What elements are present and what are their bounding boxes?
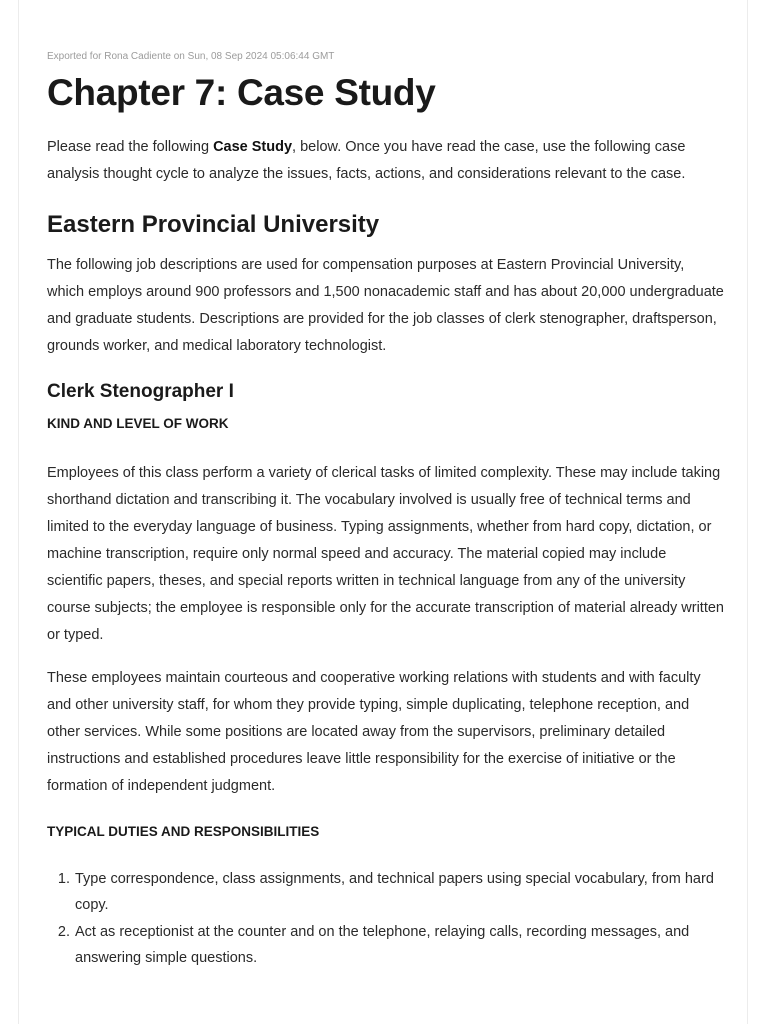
kind-and-level-heading: KIND AND LEVEL OF WORK (47, 416, 229, 431)
job-title: Clerk Stenographer I (47, 381, 234, 402)
page-right-border (747, 0, 748, 1024)
section-paragraph: The following job descriptions are used for compensation purposes at Eastern Provincial University, which employs around 900 professors and 1,500 nonacademic staff and has about 20,000 undergraduate and graduate students. Descriptions are provided for the job classes of clerk stenographer, draftsperson, grounds worker, and medical laboratory technologist. (47, 257, 724, 354)
intro-text-before: Please read the following (47, 139, 214, 155)
duties-heading: TYPICAL DUTIES AND RESPONSIBILITIES (47, 824, 320, 839)
kind-paragraph-2: These employees maintain courteous and cooperative working relations with students and with faculty and other university staff, for whom they provide typing, simple duplicating, telephone reception, and other services. While some positions are located away from the supervisors, preliminary detailed instructions and established procedures leave little responsibility for the exercise of initiative or the formation of independent judgment. (47, 670, 701, 794)
intro-text-after: , below. Once you have read the case, use the following case analysis thought cycle to analyze the issues, facts, actions, and considerations relevant to the case. (47, 139, 686, 182)
chapter-title: Chapter 7: Case Study (47, 72, 436, 113)
page-left-border (18, 0, 19, 1024)
document-body (47, 50, 725, 972)
intro-paragraph (47, 134, 725, 188)
duty-item: 2. Act as receptionist at the counter and on the telephone, relaying calls, recording messages, and answering simple questions. (74, 919, 725, 971)
kind-paragraph-1: Employees of this class perform a variety of clerical tasks of limited complexity. These may include taking shorthand dictation and transcribing it. The vocabulary involved is usually free of technical terms and limited to the everyday language of business. Typing assignments, whether from hard copy, dictation, or machine transcription, require only normal speed and accuracy. The material copied may include scientific papers, theses, and special reports written in technical language from any of the university course subjects; the employee is responsible only for the accurate transcription of material already written or typed. (47, 465, 724, 643)
export-note: Exported for Rona Cadiente on Sun, 08 Sep 2024 05:06:44 GMT (47, 51, 335, 62)
duties-list (47, 866, 725, 971)
section-title: Eastern Provincial University (47, 211, 380, 238)
duty-item: 1. Type correspondence, class assignments, and technical papers using special vocabulary, from hard copy. (74, 866, 725, 918)
intro-bold-case-study: Case Study (213, 139, 293, 155)
